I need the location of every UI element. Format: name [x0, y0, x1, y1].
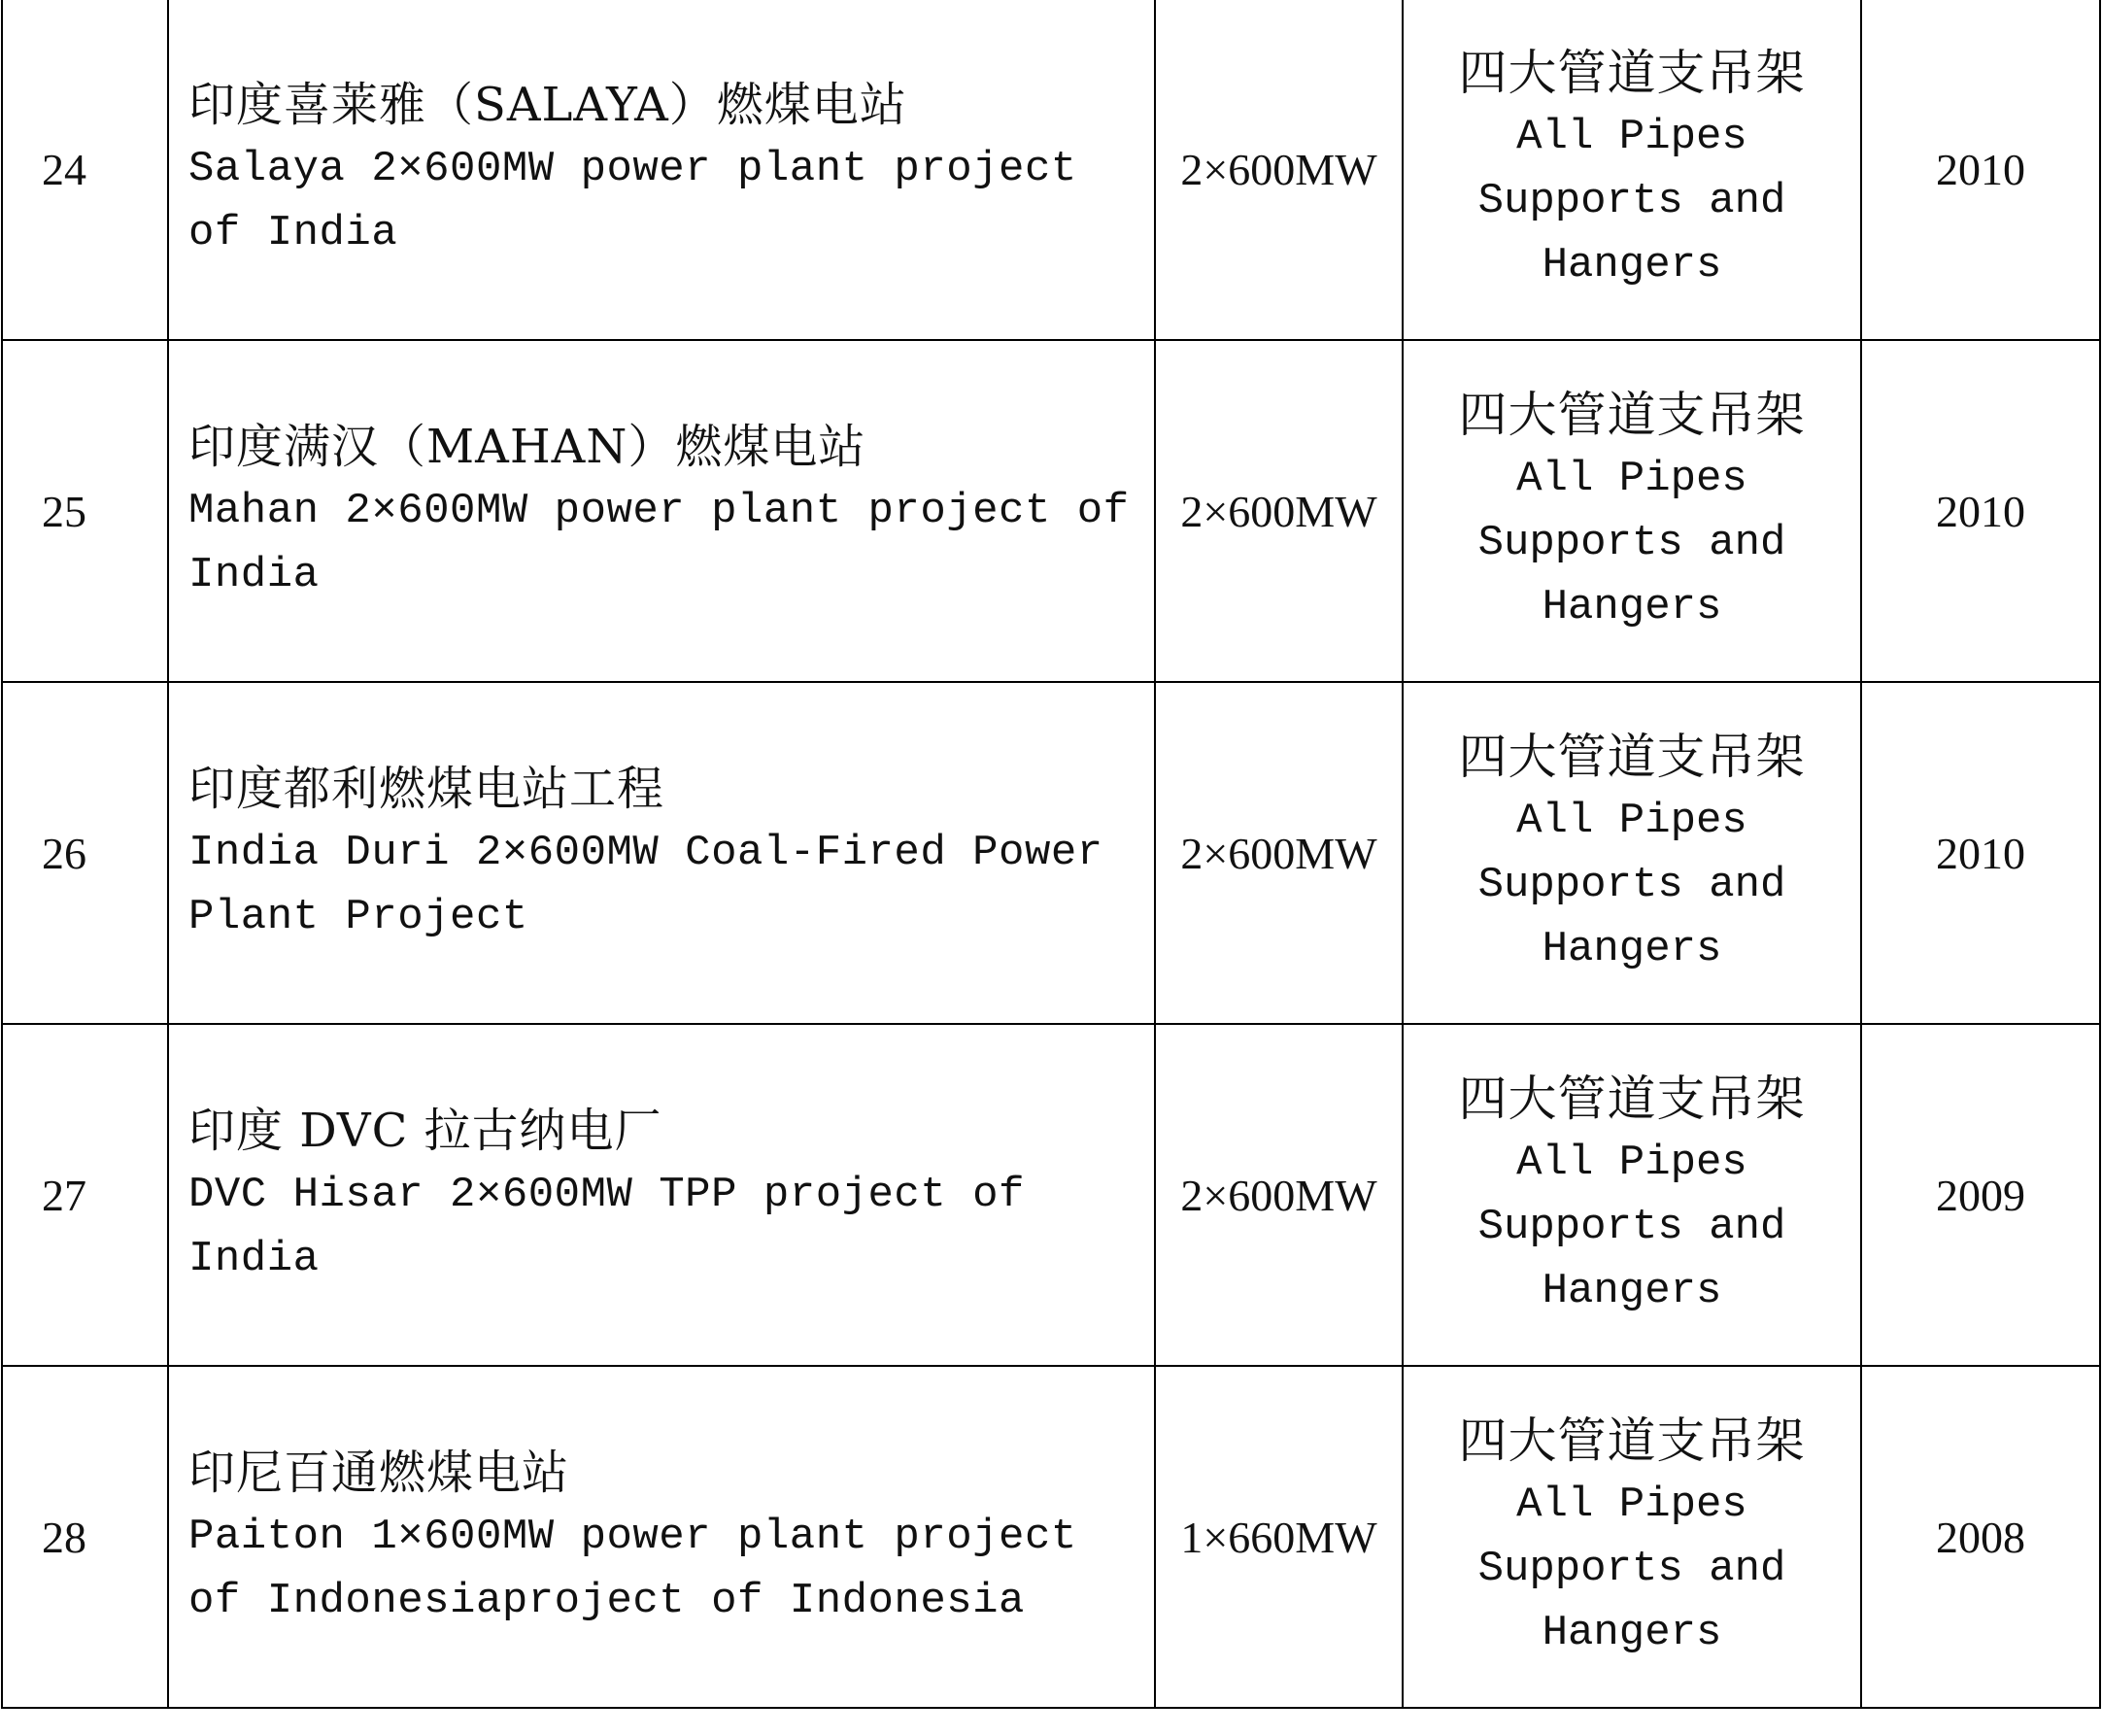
capacity-cell: 2×600MW: [1155, 1024, 1403, 1366]
project-name-cn: 印度 DVC 拉古纳电厂: [188, 1104, 662, 1158]
scope-cell: [1403, 682, 1861, 1024]
scope-cell: [1403, 0, 1861, 340]
row-number: 28: [2, 1366, 168, 1708]
scope-en: All Pipes Supports and Hangers: [1477, 455, 1786, 631]
project-reference-table: [1, 0, 2101, 1709]
project-name-cell: [168, 1366, 1155, 1708]
row-number: 25: [2, 340, 168, 682]
capacity-cell: 2×600MW: [1155, 682, 1403, 1024]
project-name-cell: [168, 340, 1155, 682]
project-name-cn: 印度满汉（MAHAN）燃煤电站: [188, 420, 866, 474]
project-name-en: Salaya 2×600MW power plant project of India: [188, 145, 1077, 257]
table-row: [2, 340, 2100, 682]
row-number: 26: [2, 682, 168, 1024]
table-row: [2, 1366, 2100, 1708]
row-number: 24: [2, 0, 168, 340]
scope-cn: 四大管道支吊架: [1458, 729, 1806, 785]
year-cell: 2009: [1861, 1024, 2100, 1366]
year-cell: 2010: [1861, 682, 2100, 1024]
year-cell: 2010: [1861, 340, 2100, 682]
project-name-cell: [168, 0, 1155, 340]
capacity-cell: 1×660MW: [1155, 1366, 1403, 1708]
capacity-cell: 2×600MW: [1155, 0, 1403, 340]
project-name-cn: 印度喜莱雅（SALAYA）燃煤电站: [188, 78, 907, 132]
project-name-en: India Duri 2×600MW Coal-Fired Power Plant Project: [188, 829, 1103, 941]
scope-en: All Pipes Supports and Hangers: [1477, 1139, 1786, 1315]
table-row: [2, 1024, 2100, 1366]
year-cell: 2008: [1861, 1366, 2100, 1708]
project-name-en: DVC Hisar 2×600MW TPP project of India: [188, 1171, 1025, 1283]
capacity-cell: 2×600MW: [1155, 340, 1403, 682]
scope-cell: [1403, 1024, 1861, 1366]
scope-cell: [1403, 1366, 1861, 1708]
year-cell: 2010: [1861, 0, 2100, 340]
scope-en: All Pipes Supports and Hangers: [1477, 113, 1786, 289]
table-row: [2, 682, 2100, 1024]
scope-cell: [1403, 340, 1861, 682]
project-name-cn: 印度都利燃煤电站工程: [188, 762, 665, 816]
project-name-en: Paiton 1×600MW power plant project of Indonesiaproject of Indonesia: [188, 1513, 1077, 1625]
project-name-en: Mahan 2×600MW power plant project of India: [188, 487, 1130, 599]
table-row: [2, 0, 2100, 340]
scope-cn: 四大管道支吊架: [1458, 1413, 1806, 1469]
scope-en: All Pipes Supports and Hangers: [1477, 1481, 1786, 1657]
row-number: 27: [2, 1024, 168, 1366]
project-name-cn: 印尼百通燃煤电站: [188, 1446, 570, 1500]
scope-en: All Pipes Supports and Hangers: [1477, 797, 1786, 973]
project-name-cell: [168, 682, 1155, 1024]
scope-cn: 四大管道支吊架: [1458, 45, 1806, 101]
scope-cn: 四大管道支吊架: [1458, 387, 1806, 443]
project-name-cell: [168, 1024, 1155, 1366]
scope-cn: 四大管道支吊架: [1458, 1071, 1806, 1127]
